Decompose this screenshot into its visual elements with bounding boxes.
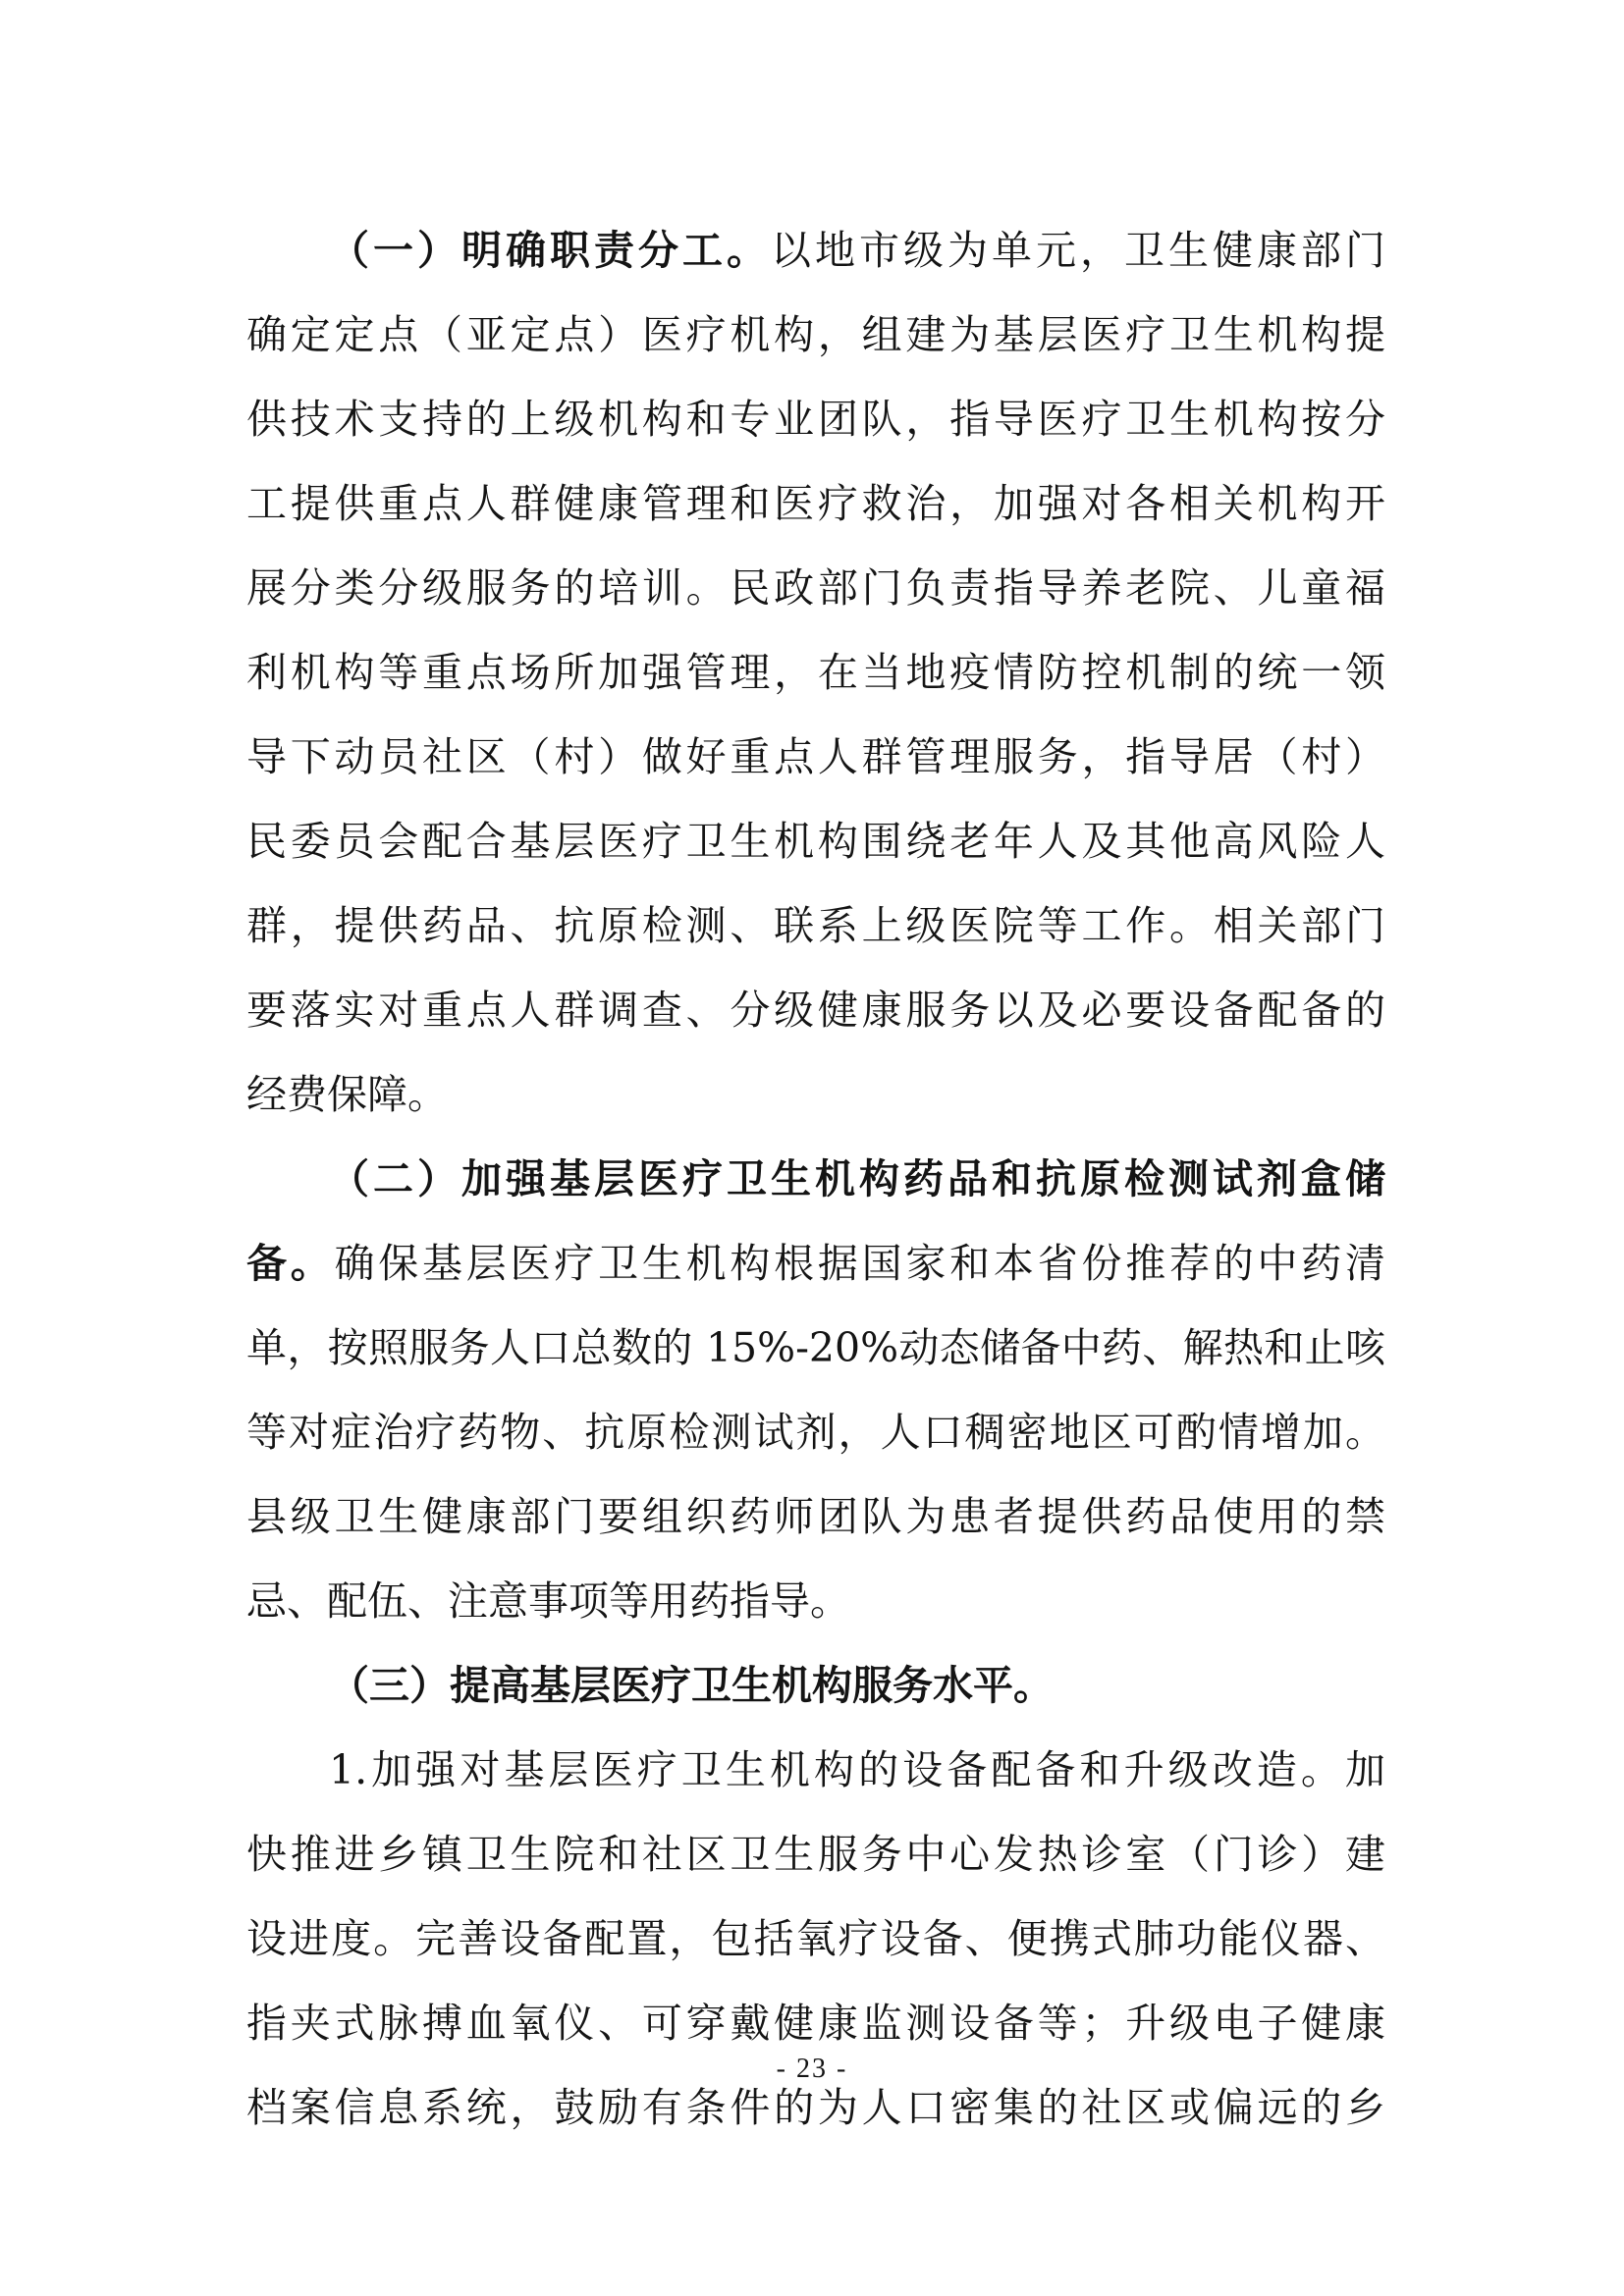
line-text: 要落实对重点人群调查、分级健康服务以及必要设备配备的 <box>246 987 1385 1034</box>
page-number: - 23 - <box>776 2054 848 2084</box>
text-line <box>246 630 1385 715</box>
text-line <box>246 1896 1385 1981</box>
line-text: 确定定点（亚定点）医疗机构，组建为基层医疗卫生机构提 <box>246 311 1385 358</box>
text-line <box>246 1221 1385 1306</box>
text-line <box>246 968 1385 1052</box>
text-line <box>246 715 1385 799</box>
line-text: 工提供重点人群健康管理和医疗救治，加强对各相关机构开 <box>246 480 1385 527</box>
text-line <box>246 1390 1385 1474</box>
line-text: 1.加强对基层医疗卫生机构的设备配备和升级改造。加 <box>329 1746 1385 1793</box>
text-line <box>246 1306 1385 1390</box>
line-text: 等对症治疗药物、抗原检测试剂，人口稠密地区可酌情增加。 <box>246 1409 1385 1456</box>
text-line <box>246 799 1385 883</box>
text-line <box>246 546 1385 630</box>
line-text: 民委员会配合基层医疗卫生机构围绕老年人及其他高风险人 <box>246 818 1385 865</box>
text-line <box>246 883 1385 968</box>
line-text: 单，按照服务人口总数的 15%-20%动态储备中药、解热和止咳 <box>246 1324 1385 1371</box>
text-line <box>246 1728 1385 1812</box>
line-text: 利机构等重点场所加强管理，在当地疫情防控机制的统一领 <box>246 649 1385 696</box>
heading-text: 备。 <box>246 1240 335 1287</box>
text-line <box>246 1137 1385 1221</box>
line-text: 指夹式脉搏血氧仪、可穿戴健康监测设备等；升级电子健康 <box>246 2000 1385 2047</box>
heading-text: （二）加强基层医疗卫生机构药品和抗原检测试剂盒储 <box>329 1155 1385 1202</box>
heading-text: （三）提高基层医疗卫生机构服务水平。 <box>329 1662 1054 1709</box>
text-line <box>246 293 1385 377</box>
heading-text: （一）明确职责分工。 <box>329 227 771 274</box>
line-text: 以地市级为单元，卫生健康部门 <box>771 227 1385 274</box>
text-line <box>246 1643 1385 1728</box>
text-line <box>246 1474 1385 1559</box>
line-text: 导下动员社区（村）做好重点人群管理服务，指导居（村） <box>246 733 1385 780</box>
line-text: 群，提供药品、抗原检测、联系上级医院等工作。相关部门 <box>246 902 1385 949</box>
text-line <box>246 377 1385 461</box>
line-text: 档案信息系统，鼓励有条件的为人口密集的社区或偏远的乡 <box>246 2084 1385 2131</box>
line-text: 忌、配伍、注意事项等用药指导。 <box>246 1577 850 1625</box>
line-text: 供技术支持的上级机构和专业团队，指导医疗卫生机构按分 <box>246 396 1385 443</box>
text-line <box>246 1559 1385 1643</box>
line-text: 县级卫生健康部门要组织药师团队为患者提供药品使用的禁 <box>246 1493 1385 1540</box>
body-text <box>246 208 1385 2150</box>
text-line <box>246 1812 1385 1896</box>
text-line <box>246 208 1385 293</box>
line-text: 经费保障。 <box>246 1071 448 1118</box>
line-text: 快推进乡镇卫生院和社区卫生服务中心发热诊室（门诊）建 <box>246 1831 1385 1878</box>
line-text: 展分类分级服务的培训。民政部门负责指导养老院、儿童福 <box>246 564 1385 612</box>
line-text: 设进度。完善设备配置，包括氧疗设备、便携式肺功能仪器、 <box>246 1915 1385 1962</box>
text-line <box>246 461 1385 546</box>
text-line <box>246 1052 1385 1137</box>
line-text: 确保基层医疗卫生机构根据国家和本省份推荐的中药清 <box>334 1240 1385 1287</box>
